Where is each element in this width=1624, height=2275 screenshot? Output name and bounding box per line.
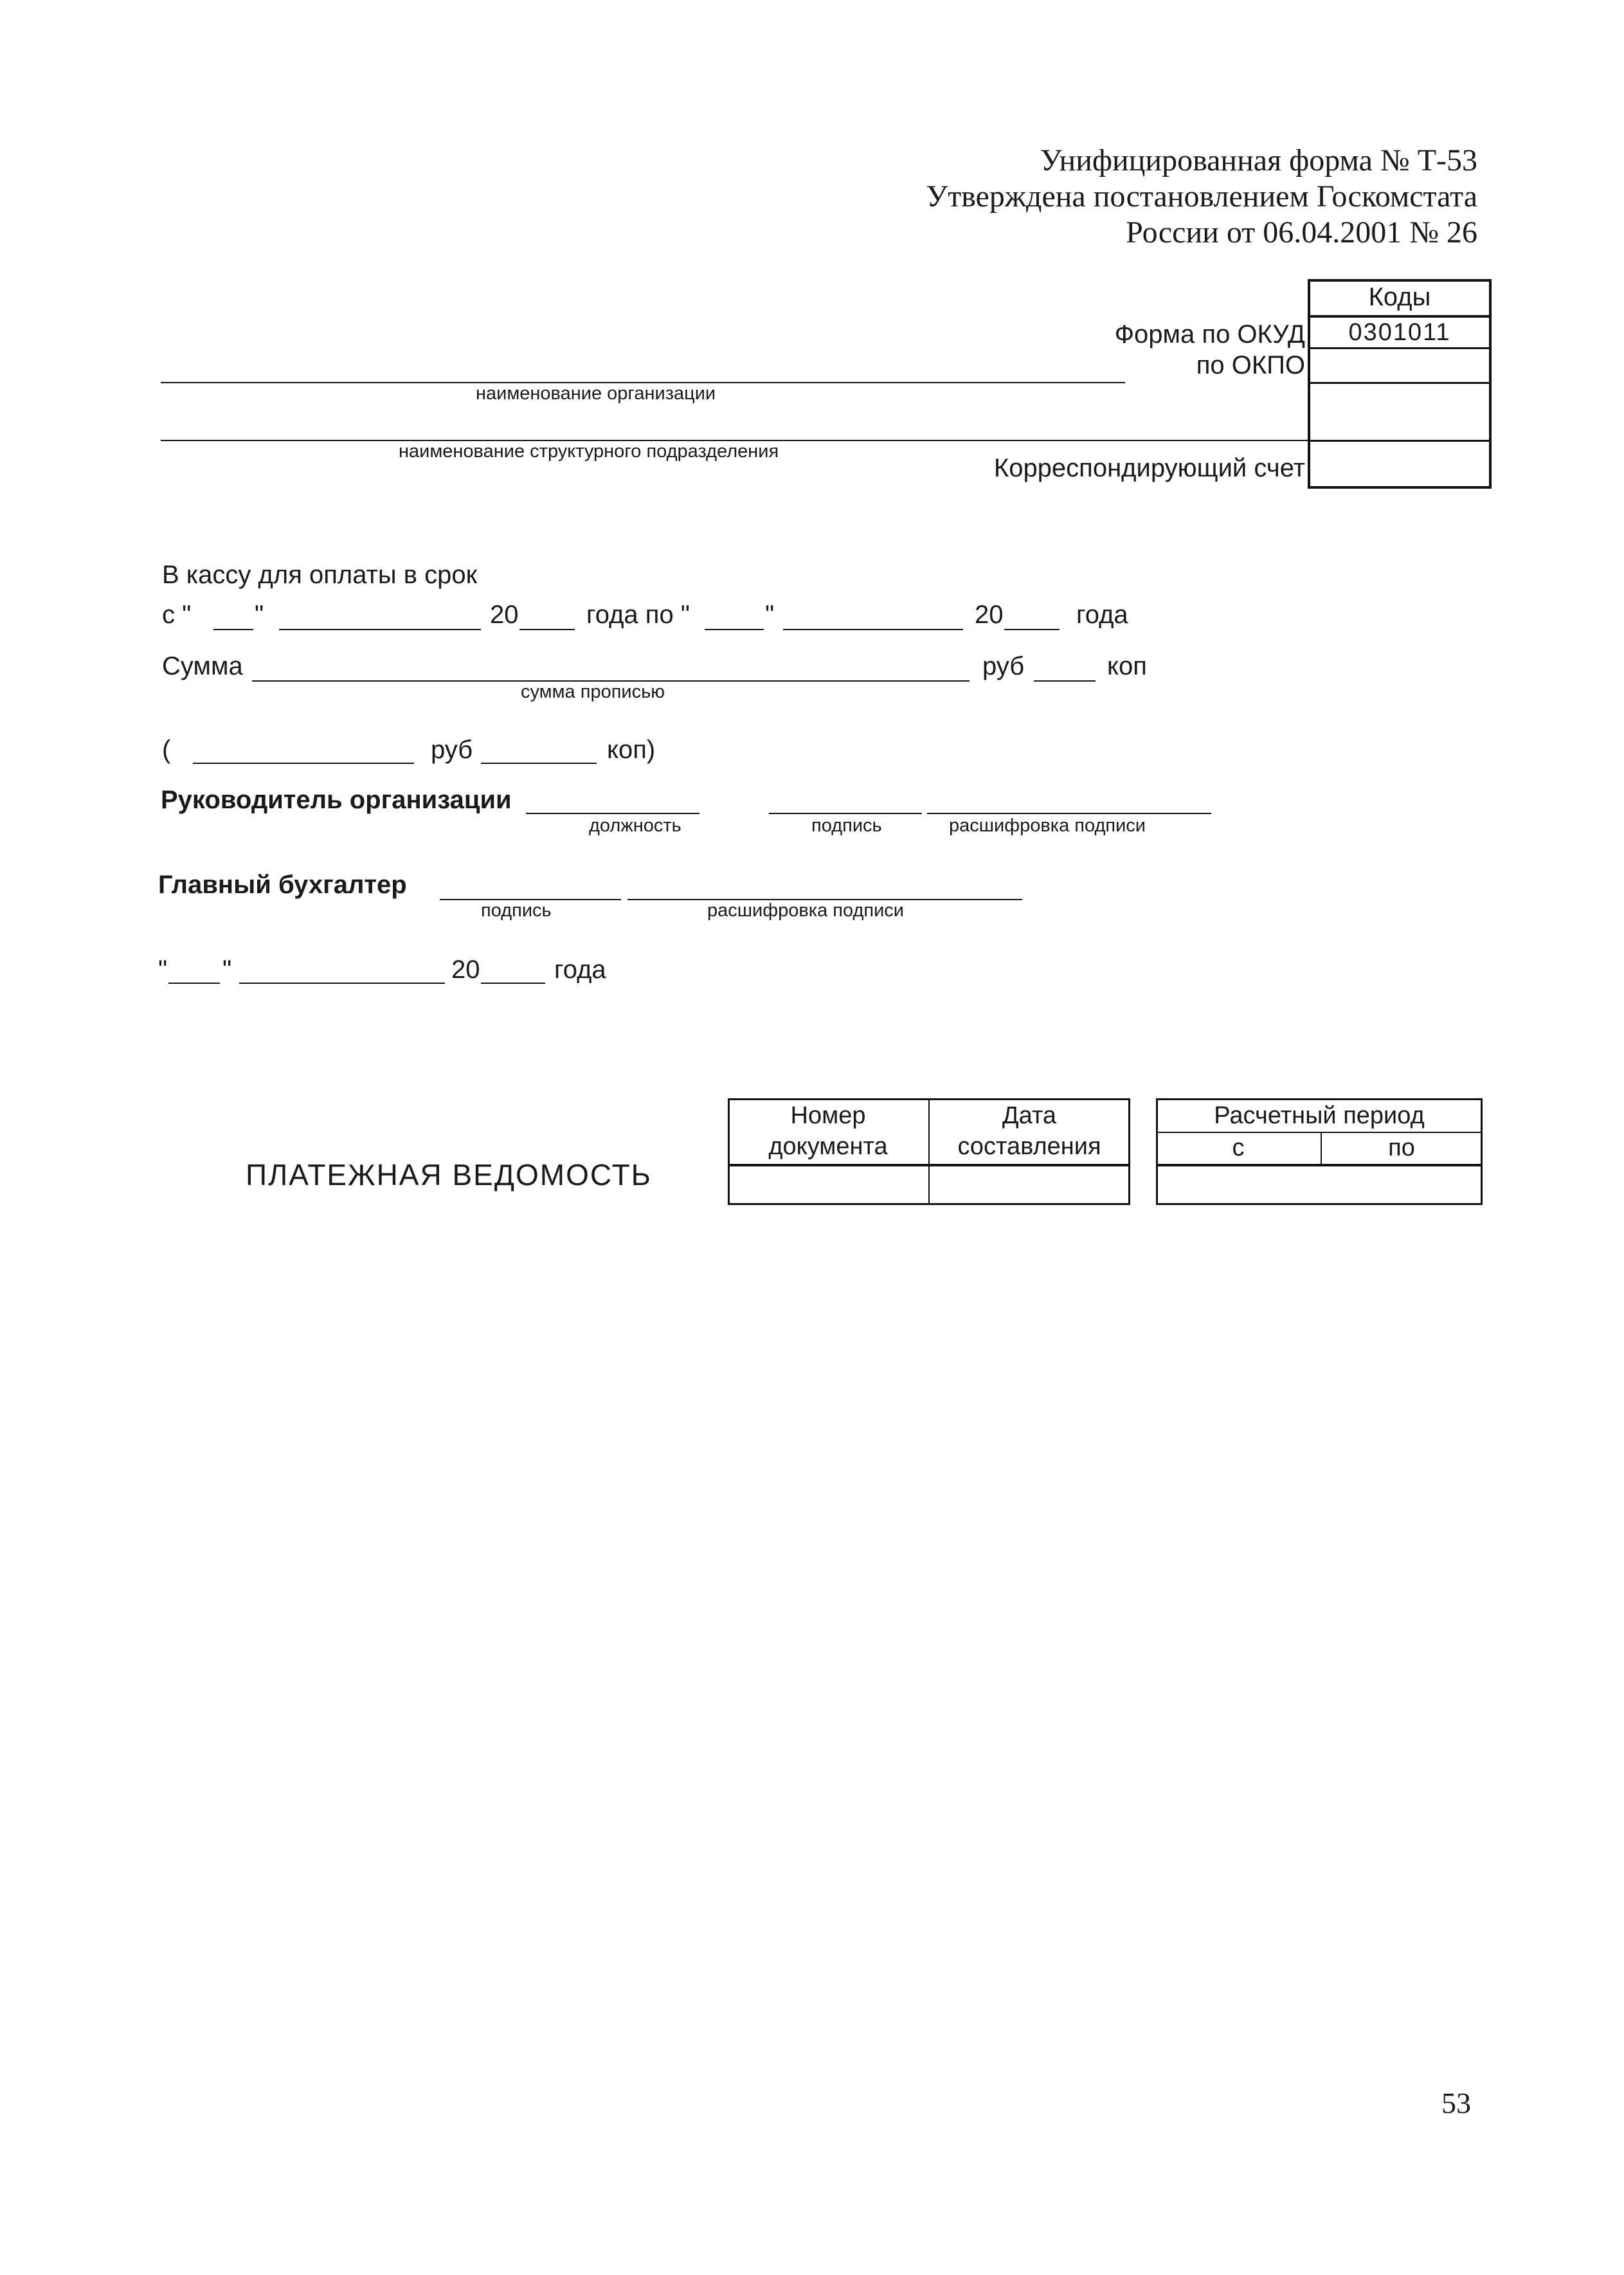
period-from-quote: ": [255, 601, 264, 629]
corr-account-value[interactable]: [1308, 444, 1492, 485]
document-title: ПЛАТЕЖНАЯ ВЕДОМОСТЬ: [246, 1158, 652, 1192]
form-header-line-1: Унифицированная форма № Т-53: [1040, 143, 1477, 177]
doc-date-header-1: Дата: [1002, 1102, 1057, 1129]
sum-digits-rub-label: руб: [431, 736, 473, 764]
org-name-caption: наименование организации: [476, 383, 716, 404]
doc-number-value[interactable]: [730, 1168, 927, 1202]
period-from-year-field[interactable]: [519, 629, 575, 630]
period-from-century: 20: [490, 601, 519, 629]
sum-kop-label: коп: [1107, 652, 1147, 680]
sum-digits-open-paren: (: [162, 736, 171, 764]
sign-date-quote-close: ": [222, 956, 232, 984]
sum-label: Сумма: [162, 652, 243, 680]
period-to-header: по: [1388, 1134, 1415, 1161]
period-from-header: с: [1232, 1134, 1245, 1161]
okud-value: 0301011: [1348, 319, 1451, 346]
period-from-month-field[interactable]: [279, 629, 481, 630]
sign-date-quote-open: ": [158, 956, 168, 984]
accountant-decode-caption: расшифровка подписи: [707, 900, 904, 921]
sum-digits-kop-field[interactable]: [481, 763, 597, 764]
doc-date-header-2: составления: [957, 1133, 1101, 1160]
doc-number-header-2: документа: [768, 1133, 888, 1160]
sign-date-day-field[interactable]: [168, 983, 220, 984]
sign-date-month-field[interactable]: [239, 983, 445, 984]
org-unit-caption: наименование структурного подразделения: [399, 441, 779, 462]
period-to-month-field[interactable]: [783, 629, 963, 630]
period-header: Расчетный период: [1214, 1102, 1425, 1129]
sum-digits-kop-label: коп): [607, 736, 656, 764]
period-body-divider: [1156, 1164, 1483, 1166]
accountant-label: Главный бухгалтер: [158, 871, 407, 899]
okpo-label: по ОКПО: [1196, 351, 1305, 379]
period-to-year-field[interactable]: [1004, 629, 1060, 630]
codes-title: Коды: [1368, 283, 1431, 311]
sum-words-caption: сумма прописью: [521, 682, 665, 702]
accountant-signature-caption: подпись: [481, 900, 552, 921]
codes-divider-1: [1308, 315, 1492, 318]
form-header-line-2: Утверждена постановлением Госкомстата: [926, 179, 1477, 213]
period-to-quote: ": [765, 601, 775, 629]
codes-divider-2: [1308, 347, 1492, 349]
form-header: [926, 143, 1477, 251]
head-signature-caption: подпись: [811, 815, 882, 836]
head-signature-field[interactable]: [769, 813, 922, 814]
doc-number-header-1: Номер: [790, 1102, 866, 1129]
period-from-day-field[interactable]: [213, 629, 253, 630]
sign-date-year-field[interactable]: [481, 983, 545, 984]
head-position-field[interactable]: [526, 813, 699, 814]
codes-divider-3: [1308, 382, 1492, 384]
period-from-value[interactable]: [1159, 1168, 1319, 1202]
period-header-divider: [1156, 1132, 1483, 1133]
period-from-prefix: с ": [162, 601, 192, 629]
sum-digits-rub-field[interactable]: [193, 763, 414, 764]
head-decode-field[interactable]: [927, 813, 1211, 814]
payment-intro: В кассу для оплаты в срок: [162, 561, 478, 589]
sign-date-year-word: года: [554, 956, 606, 984]
sum-rub-label: руб: [982, 652, 1025, 680]
codes-divider-4: [1308, 440, 1492, 442]
head-label: Руководитель организации: [161, 786, 512, 814]
sum-kop-field[interactable]: [1034, 680, 1096, 682]
sign-date-century: 20: [451, 956, 480, 984]
head-position-caption: должность: [589, 815, 681, 836]
doc-date-value[interactable]: [930, 1168, 1128, 1202]
okud-label: Форма по ОКУД: [1114, 320, 1305, 349]
head-decode-caption: расшифровка подписи: [949, 815, 1146, 836]
form-header-line-3: России от 06.04.2001 № 26: [1126, 215, 1477, 249]
okpo-value[interactable]: [1308, 352, 1492, 379]
period-to-century: 20: [975, 601, 1004, 629]
corr-account-label: Корреспондирующий счет: [993, 454, 1305, 482]
period-to-day-field-line[interactable]: [705, 629, 764, 630]
page-number: 53: [1441, 2087, 1471, 2119]
period-to-prefix: года по ": [586, 601, 690, 629]
period-to-value[interactable]: [1322, 1168, 1480, 1202]
period-to-year-word: года: [1076, 601, 1128, 629]
